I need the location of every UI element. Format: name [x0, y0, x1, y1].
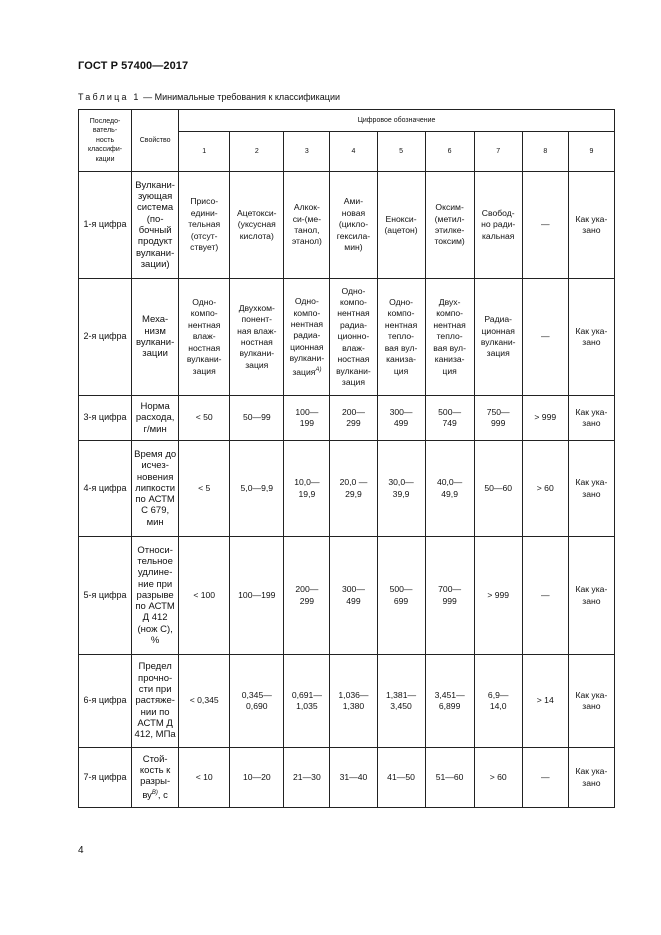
row-label: 1-я цифра: [79, 172, 132, 279]
footnote-marker: В): [151, 789, 158, 796]
table-cell: Как ука- зано: [568, 537, 614, 655]
table-cell: > 60: [522, 441, 568, 537]
header-sequence: Последо- ватель- ность классифи- кации: [79, 110, 132, 172]
table-cell: 10—20: [230, 748, 284, 808]
table-row: [79, 537, 615, 655]
table-cell: 1,036— 1,380: [330, 655, 377, 748]
table-cell: 1,381— 3,450: [377, 655, 425, 748]
row-property: Время до исчез- новения липкости по АСТМ С 679, мин: [132, 441, 179, 537]
table-cell: 10,0— 19,9: [284, 441, 330, 537]
table-cell: < 100: [179, 537, 230, 655]
header-number-6: 6: [425, 132, 474, 172]
table-cell: Двухком- понент- ная влаж- ностная вулкани- зация: [230, 279, 284, 396]
table-cell: 3,451— 6,899: [425, 655, 474, 748]
table-cell: < 50: [179, 396, 230, 441]
table-cell: 31—40: [330, 748, 377, 808]
row-label: 6-я цифра: [79, 655, 132, 748]
table-cell: Двух- компо- нентная тепло- вая вул- каниза- ция: [425, 279, 474, 396]
table-cell: 300— 499: [330, 537, 377, 655]
table-cell: Алкок- си-(ме- танол, этанол): [284, 172, 330, 279]
header-number-4: 4: [330, 132, 377, 172]
row-label: 3-я цифра: [79, 396, 132, 441]
table-cell: 20,0 — 29,9: [330, 441, 377, 537]
row-label: 4-я цифра: [79, 441, 132, 537]
table-cell: > 60: [474, 748, 522, 808]
table-cell: Радиа- ционная вулкани- зация: [474, 279, 522, 396]
table-cell: < 10: [179, 748, 230, 808]
table-cell: —: [522, 279, 568, 396]
table-cell: 51—60: [425, 748, 474, 808]
row-label: 2-я цифра: [79, 279, 132, 396]
row-property: Предел прочно- сти при растяже- нии по АСТМ Д 412, МПа: [132, 655, 179, 748]
table-cell: Оксим- (метил- этилке- токсим): [425, 172, 474, 279]
table-row: [79, 655, 615, 748]
table-cell: Енокси- (ацетон): [377, 172, 425, 279]
header-number-2: 2: [230, 132, 284, 172]
table-cell: Одно- компо- нентная влаж- ностная вулкани- зация: [179, 279, 230, 396]
table-cell: Как ука- зано: [568, 748, 614, 808]
table-cell: Как ука- зано: [568, 172, 614, 279]
row-property: Относи- тельное удлине- ние при разрыве по АСТМ Д 412 (нож С), %: [132, 537, 179, 655]
table-cell: 300— 499: [377, 396, 425, 441]
table-cell: 100—199: [230, 537, 284, 655]
header-property: Свойство: [132, 110, 179, 172]
table-cell: Одно- компо- нентная радиа- ционно- влаж- ностная вулкани- зация: [330, 279, 377, 396]
classification-table: [78, 109, 615, 808]
footnote-marker: А): [315, 366, 322, 373]
table-row: [79, 441, 615, 537]
table-cell: < 5: [179, 441, 230, 537]
table-cell: Как ука- зано: [568, 655, 614, 748]
table-cell: > 14: [522, 655, 568, 748]
table-cell: —: [522, 537, 568, 655]
table-cell: 700— 999: [425, 537, 474, 655]
table-cell: Одно- компо- нентная тепло- вая вул- каниза- ция: [377, 279, 425, 396]
row-property: Меха- низм вулкани- зации: [132, 279, 179, 396]
table-caption-label: Таблица 1: [78, 92, 141, 102]
table-cell: 40,0— 49,9: [425, 441, 474, 537]
table-cell: —: [522, 748, 568, 808]
table-cell: 41—50: [377, 748, 425, 808]
table-cell: 750— 999: [474, 396, 522, 441]
table-cell: —: [522, 172, 568, 279]
table-cell: > 999: [522, 396, 568, 441]
table-cell: 0,691— 1,035: [284, 655, 330, 748]
table-cell: Как ука- зано: [568, 396, 614, 441]
table-cell: Ацетокси- (уксусная кислота): [230, 172, 284, 279]
table-cell: 200— 299: [284, 537, 330, 655]
table-cell: 5,0—9,9: [230, 441, 284, 537]
table-cell: 6,9— 14,0: [474, 655, 522, 748]
header-number-8: 8: [522, 132, 568, 172]
header-number-5: 5: [377, 132, 425, 172]
table-caption-text: — Минимальные требования к классификации: [140, 92, 341, 102]
property-unit: , с: [157, 789, 168, 801]
row-label: 7-я цифра: [79, 748, 132, 808]
table-cell: 100— 199: [284, 396, 330, 441]
table-cell: 21—30: [284, 748, 330, 808]
table-cell: > 999: [474, 537, 522, 655]
header-number-3: 3: [284, 132, 330, 172]
table-cell: 500— 699: [377, 537, 425, 655]
row-label: 5-я цифра: [79, 537, 132, 655]
table-cell: Присо- едини- тельная (отсут- ствует): [179, 172, 230, 279]
cell-text: Одно- компо- нентная радиа- ционная вулкани- зация: [289, 296, 325, 377]
table-cell: [284, 279, 330, 396]
property-text: Стой- кость к разры- ву: [139, 753, 171, 801]
table-cell: Как ука- зано: [568, 279, 614, 396]
table-cell: Свобод- но ради- кальная: [474, 172, 522, 279]
table-row: [79, 172, 615, 279]
table-cell: Как ука- зано: [568, 441, 614, 537]
table-cell: 50—60: [474, 441, 522, 537]
table-cell: 500— 749: [425, 396, 474, 441]
header-digital-designation: Цифровое обозначение: [179, 110, 615, 132]
header-number-7: 7: [474, 132, 522, 172]
table-cell: 200— 299: [330, 396, 377, 441]
header-number-9: 9: [568, 132, 614, 172]
page-number: 4: [78, 845, 84, 856]
header-number-1: 1: [179, 132, 230, 172]
row-property: Норма расхода, г/мин: [132, 396, 179, 441]
row-property: [132, 748, 179, 808]
table-row: [79, 279, 615, 396]
row-property: Вулкани- зующая система (по- бочный продукт вулкани- зации): [132, 172, 179, 279]
table-cell: Ами- новая (цикло- гексила- мин): [330, 172, 377, 279]
table-caption: [78, 92, 340, 102]
table-cell: 50—99: [230, 396, 284, 441]
table-row: [79, 748, 615, 808]
table-cell: < 0,345: [179, 655, 230, 748]
table-cell: 30,0— 39,9: [377, 441, 425, 537]
table-cell: 0,345— 0,690: [230, 655, 284, 748]
table-row: [79, 396, 615, 441]
document-title: ГОСТ Р 57400—2017: [78, 60, 189, 72]
